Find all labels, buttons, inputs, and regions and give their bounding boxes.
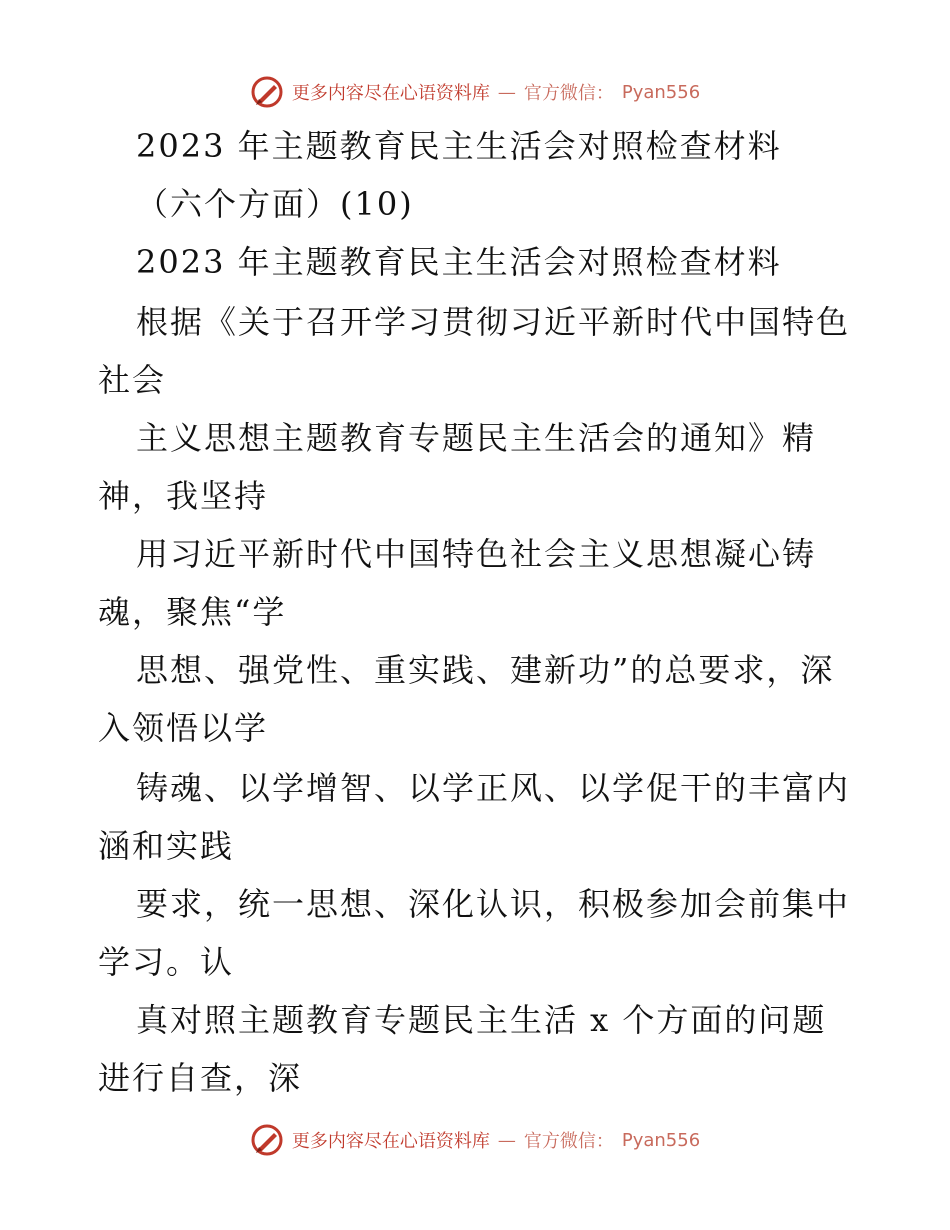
doc-line-12: 铸魂、以学增智、以学正风、以学促干的丰富内 [136,769,851,807]
doc-line-8: 用习近平新时代中国特色社会主义思想凝心铸 [136,535,817,573]
doc-line-3: 2023 年主题教育民主生活会对照检查材料 [136,243,782,281]
doc-line-1: 2023 年主题教育民主生活会对照检查材料 [136,127,782,165]
watermark-sub-text: 官方微信： [523,1131,614,1152]
watermark-wechat-id: Pyan556 [621,1129,701,1151]
doc-line-5: 社会 [98,361,167,399]
doc-line-15: 学习。认 [98,943,235,981]
doc-line-2: （六个方面）(10) [136,185,414,223]
doc-line-11: 入领悟以学 [98,709,269,747]
doc-line-16: 真对照主题教育专题民主生活 x 个方面的问题 [136,1001,827,1039]
watermark-header [0,72,950,112]
watermark-sub-text: 官方微信： [523,83,614,104]
doc-line-4: 根据《关于召开学习贯彻习近平新时代中国特色 [136,303,851,341]
watermark-dash: — [497,81,516,103]
doc-line-6: 主义思想主题教育专题民主生活会的通知》精 [136,419,817,457]
doc-line-7: 神，我坚持 [98,477,269,515]
doc-line-13: 涵和实践 [98,827,235,865]
watermark-dash: — [497,1129,516,1151]
doc-line-17: 进行自查，深 [98,1059,303,1097]
watermark-footer [0,1120,950,1160]
watermark-wechat-id: Pyan556 [621,81,701,103]
watermark-main-text: 更多内容尽在心语资料库 [291,83,490,104]
doc-line-9: 魂，聚焦“学 [98,593,287,631]
doc-line-14: 要求，统一思想、深化认识，积极参加会前集中 [136,885,851,923]
pen-logo-icon [250,1123,284,1157]
watermark-main-text: 更多内容尽在心语资料库 [291,1131,490,1152]
doc-line-10: 思想、强党性、重实践、建新功”的总要求，深 [136,651,835,689]
pen-logo-icon [250,75,284,109]
